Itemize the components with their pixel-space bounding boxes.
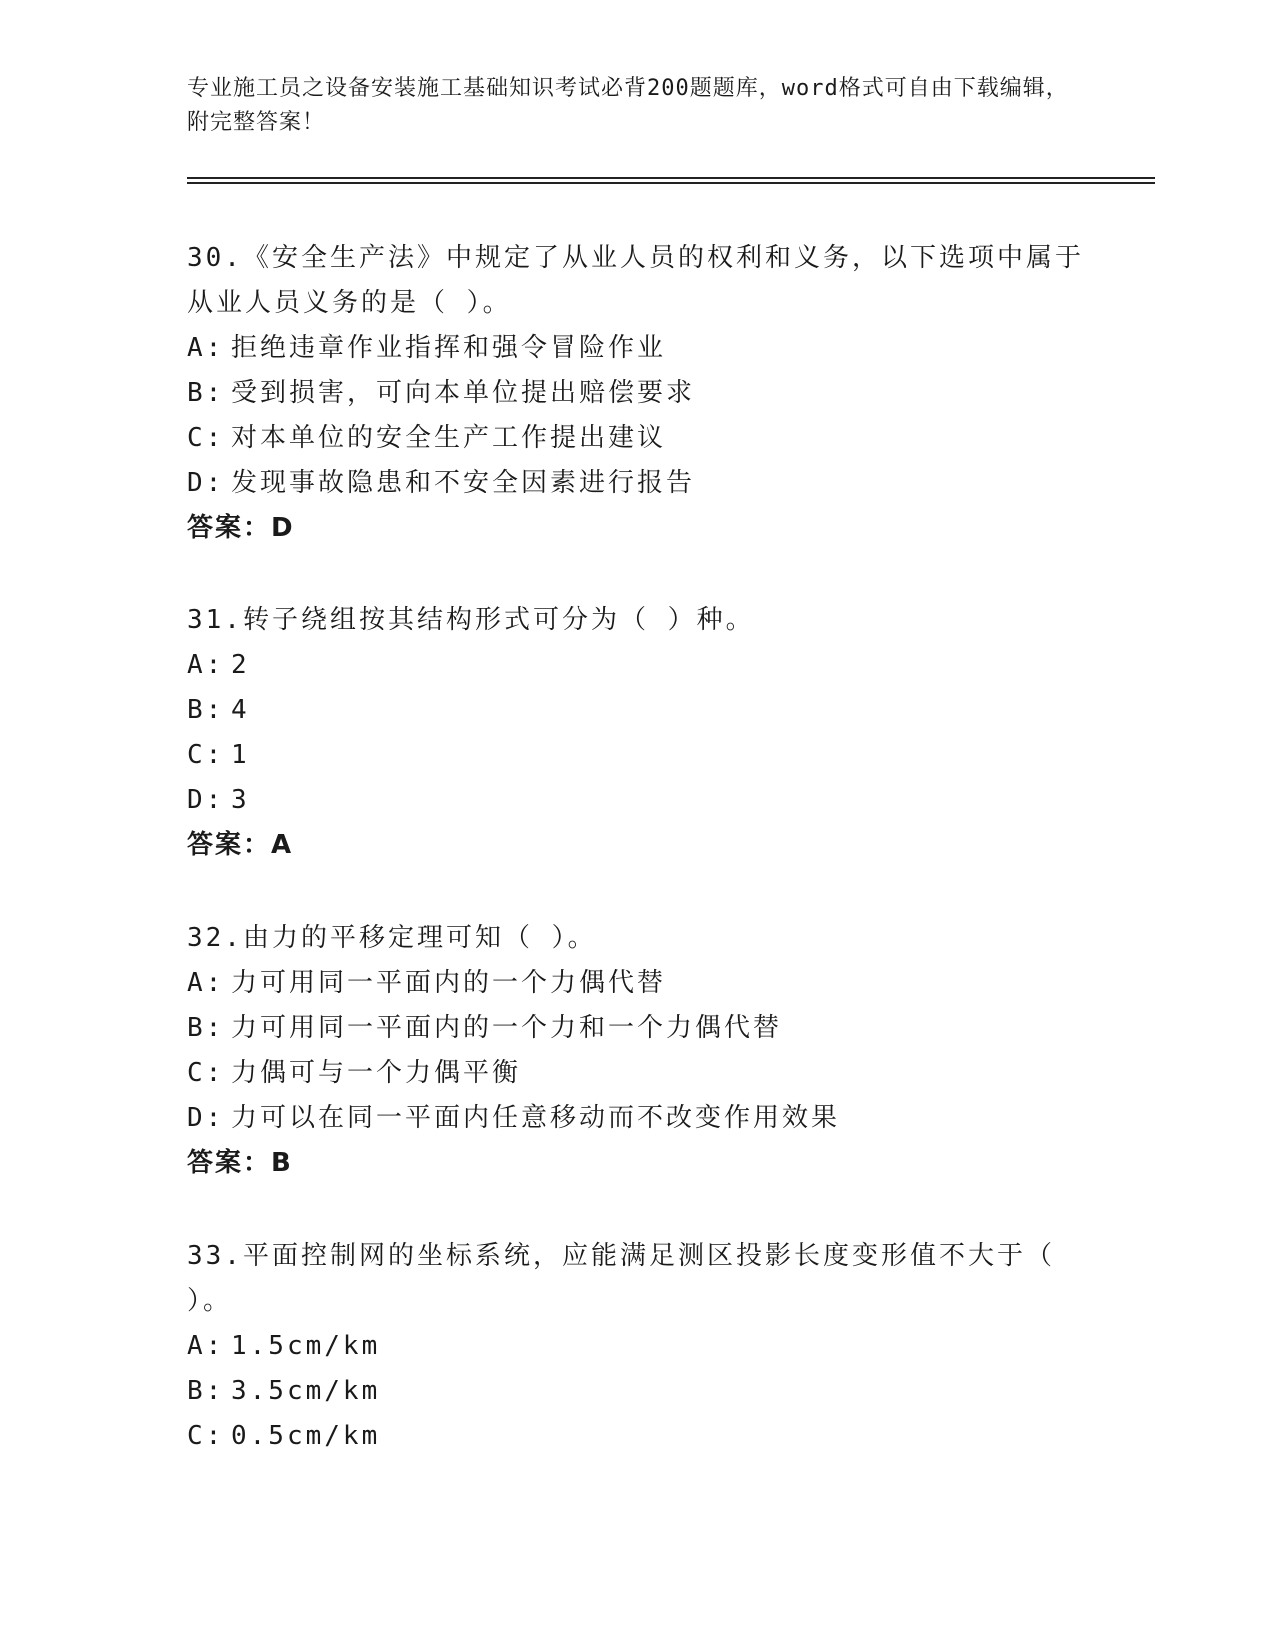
option-key: C:	[187, 740, 225, 770]
option-text: 对本单位的安全生产工作提出建议	[231, 423, 667, 453]
answer-line: 答案：B	[187, 1148, 293, 1178]
option-key: B:	[187, 1376, 225, 1406]
option-text: 4	[231, 695, 250, 725]
option-key: B:	[187, 695, 225, 725]
option-d	[187, 1096, 1087, 1141]
option-b	[187, 1369, 1087, 1414]
option-d	[187, 461, 1087, 506]
option-text: 发现事故隐患和不安全因素进行报告	[231, 468, 696, 498]
question-stem: 33.平面控制网的坐标系统，应能满足测区投影长度变形值不大于（ ）。	[187, 1241, 1055, 1316]
option-key: A:	[187, 333, 225, 363]
header-divider-bottom	[187, 182, 1155, 184]
option-text: 受到损害，可向本单位提出赔偿要求	[231, 378, 696, 408]
option-text: 2	[231, 650, 250, 680]
option-b	[187, 1006, 1087, 1051]
option-key: A:	[187, 1331, 225, 1361]
option-a	[187, 961, 1087, 1006]
question-stem: 32.由力的平移定理可知（ ）。	[187, 923, 597, 953]
option-key: C:	[187, 1421, 225, 1451]
option-b	[187, 688, 1087, 733]
question-33	[187, 1234, 1087, 1459]
option-key: A:	[187, 968, 225, 998]
option-text: 拒绝违章作业指挥和强令冒险作业	[231, 333, 667, 363]
option-a	[187, 1324, 1087, 1369]
answer-line: 答案：A	[187, 830, 294, 860]
option-key: D:	[187, 468, 225, 498]
option-d	[187, 778, 1087, 823]
option-text: 3.5cm/km	[231, 1376, 381, 1406]
question-30	[187, 236, 1087, 551]
option-c	[187, 416, 1087, 461]
option-c	[187, 733, 1087, 778]
option-key: B:	[187, 378, 225, 408]
option-key: C:	[187, 423, 225, 453]
option-key: D:	[187, 785, 225, 815]
option-text: 力可以在同一平面内任意移动而不改变作用效果	[231, 1103, 841, 1133]
option-a	[187, 326, 1087, 371]
question-stem: 31.转子绕组按其结构形式可分为（ ）种。	[187, 605, 755, 635]
option-text: 1.5cm/km	[231, 1331, 381, 1361]
document-header: 专业施工员之设备安装施工基础知识考试必背200题题库，word格式可自由下载编辑，附完整答案！	[187, 76, 1069, 135]
option-key: A:	[187, 650, 225, 680]
option-c	[187, 1414, 1087, 1459]
header-divider-top	[187, 177, 1155, 179]
option-key: C:	[187, 1058, 225, 1088]
option-key: D:	[187, 1103, 225, 1133]
option-c	[187, 1051, 1087, 1096]
option-text: 力可用同一平面内的一个力偶代替	[231, 968, 667, 998]
option-a	[187, 643, 1087, 688]
option-text: 力可用同一平面内的一个力和一个力偶代替	[231, 1013, 783, 1043]
option-key: B:	[187, 1013, 225, 1043]
option-text: 力偶可与一个力偶平衡	[231, 1058, 522, 1088]
question-stem: 30.《安全生产法》中规定了从业人员的权利和义务，以下选项中属于从业人员义务的是（ ）。	[187, 243, 1084, 318]
option-text: 1	[231, 740, 250, 770]
answer-line: 答案：D	[187, 513, 295, 543]
option-text: 3	[231, 785, 250, 815]
question-32	[187, 916, 1087, 1186]
question-31	[187, 598, 1087, 868]
option-text: 0.5cm/km	[231, 1421, 381, 1451]
option-b	[187, 371, 1087, 416]
